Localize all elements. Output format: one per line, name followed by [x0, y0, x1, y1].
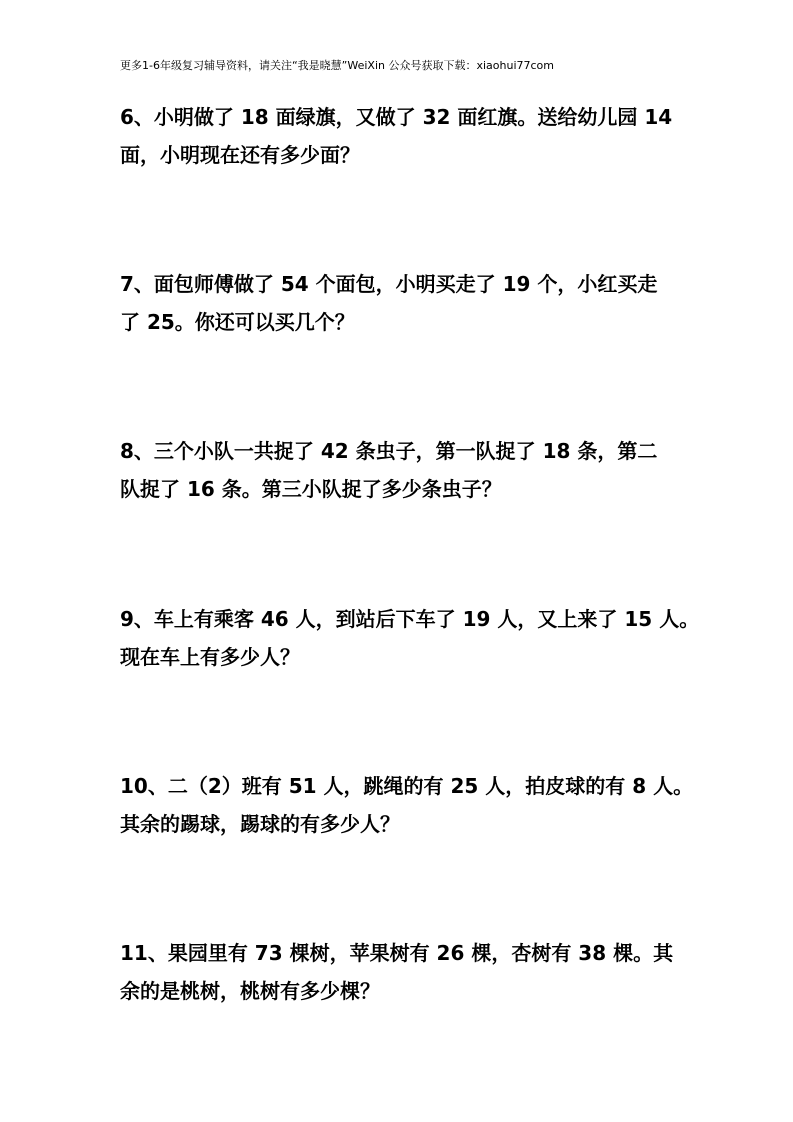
word-problem-9	[120, 600, 700, 676]
problem-line: 面，小明现在还有多少面？	[120, 143, 360, 167]
word-problem-6	[120, 98, 685, 174]
problem-line: 9、车上有乘客 46 人，到站后下车了 19 人，又上来了 15 人。	[120, 607, 700, 631]
problem-line: 现在车上有多少人？	[120, 645, 300, 669]
problem-line: 8、三个小队一共捉了 42 条虫子，第一队捉了 18 条，第二	[120, 439, 658, 463]
word-problem-11	[120, 934, 685, 1010]
word-problem-8	[120, 432, 685, 508]
word-problem-10	[120, 767, 694, 843]
problem-line: 10、二（2）班有 51 人，跳绳的有 25 人，拍皮球的有 8 人。	[120, 774, 694, 798]
problem-line: 7、面包师傅做了 54 个面包，小明买走了 19 个，小红买走	[120, 272, 658, 296]
word-problem-7	[120, 265, 685, 341]
problem-line: 余的是桃树，桃树有多少棵？	[120, 979, 380, 1003]
problem-line: 其余的踢球，踢球的有多少人？	[120, 812, 400, 836]
problem-line: 了 25。你还可以买几个？	[120, 310, 355, 334]
problem-line: 11、果园里有 73 棵树，苹果树有 26 棵，杏树有 38 棵。其	[120, 941, 674, 965]
problem-line: 6、小明做了 18 面绿旗，又做了 32 面红旗。送给幼儿园 14	[120, 105, 673, 129]
page-header: 更多1-6年级复习辅导资料，请关注“我是晓慧”WeiXin 公众号获取下载：xiaohui77com	[120, 59, 555, 72]
problem-line: 队捉了 16 条。第三小队捉了多少条虫子？	[120, 477, 502, 501]
